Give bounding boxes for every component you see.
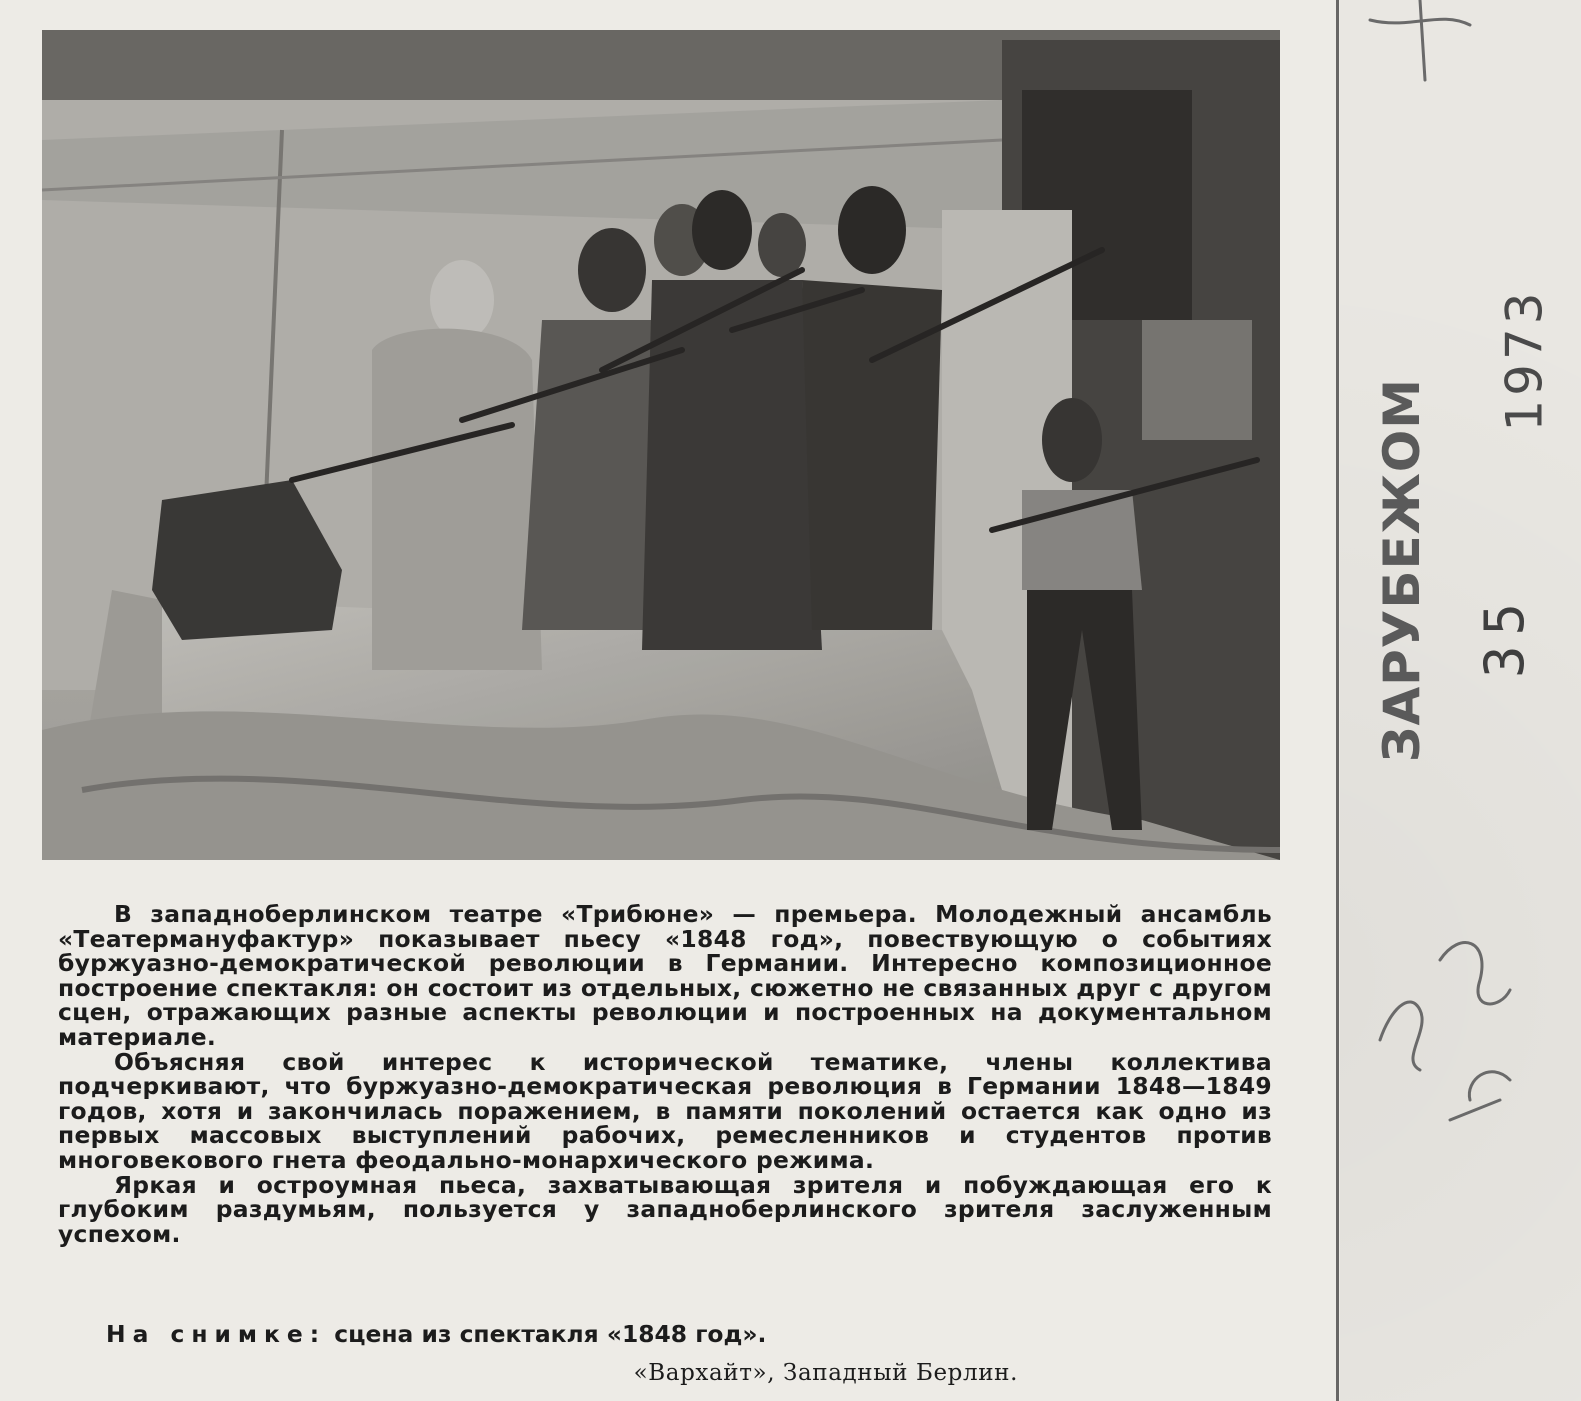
source-attribution: «Вархайт», Западный Берлин. — [633, 1360, 1018, 1386]
caption-text: сцена из спектакля «1848 год». — [326, 1320, 767, 1348]
stamp-year-text: 1973 — [1496, 288, 1554, 432]
caption-lead: На снимке: — [106, 1320, 327, 1348]
archive-stamp-year — [1480, 280, 1570, 440]
clipping-edge — [1336, 0, 1339, 1401]
photo-caption — [106, 1320, 766, 1348]
archive-stamp-word — [1367, 377, 1437, 763]
article-paragraph-3: Яркая и остроумная пьеса, захватывающая зрителя и побуждающая его к глубоким раздумьям, пользуется у западноберлинского зрителя заслуженным успехом. — [58, 1170, 1272, 1248]
stamp-day-text: 35 — [1473, 592, 1537, 678]
article-paragraph-2: Объясняя свой интерес к исторической тематике, члены коллектива подчеркивают, что буржуазно-демократическая революция в Германии 1848—1849 годов, хотя и закончилась поражением, в памяти поколений остается как одно из первых массовых выступлений рабочих, ремесленников и студентов против многовекового гнета феодально-монархического режима. — [58, 1047, 1272, 1174]
article-paragraph-1: В западноберлинском театре «Трибюне» — премьера. Молодежный ансамбль «Театермануфактур» показывает пьесу «1848 год», повествующую о событиях буржуазно-демократической революции в Германии. Интересно композиционное построение спектакля: он состоит из отдельных, сюжетно не связанных друг с другом сцен, отражающих разные аспекты революции и построенных на документальном материале. — [58, 900, 1272, 1051]
stamp-word-text: ЗАРУБЕЖОМ — [1373, 377, 1431, 763]
archive-stamp-day — [1470, 560, 1540, 710]
article-body — [58, 902, 1272, 1246]
theatre-scene-photo — [42, 30, 1280, 860]
